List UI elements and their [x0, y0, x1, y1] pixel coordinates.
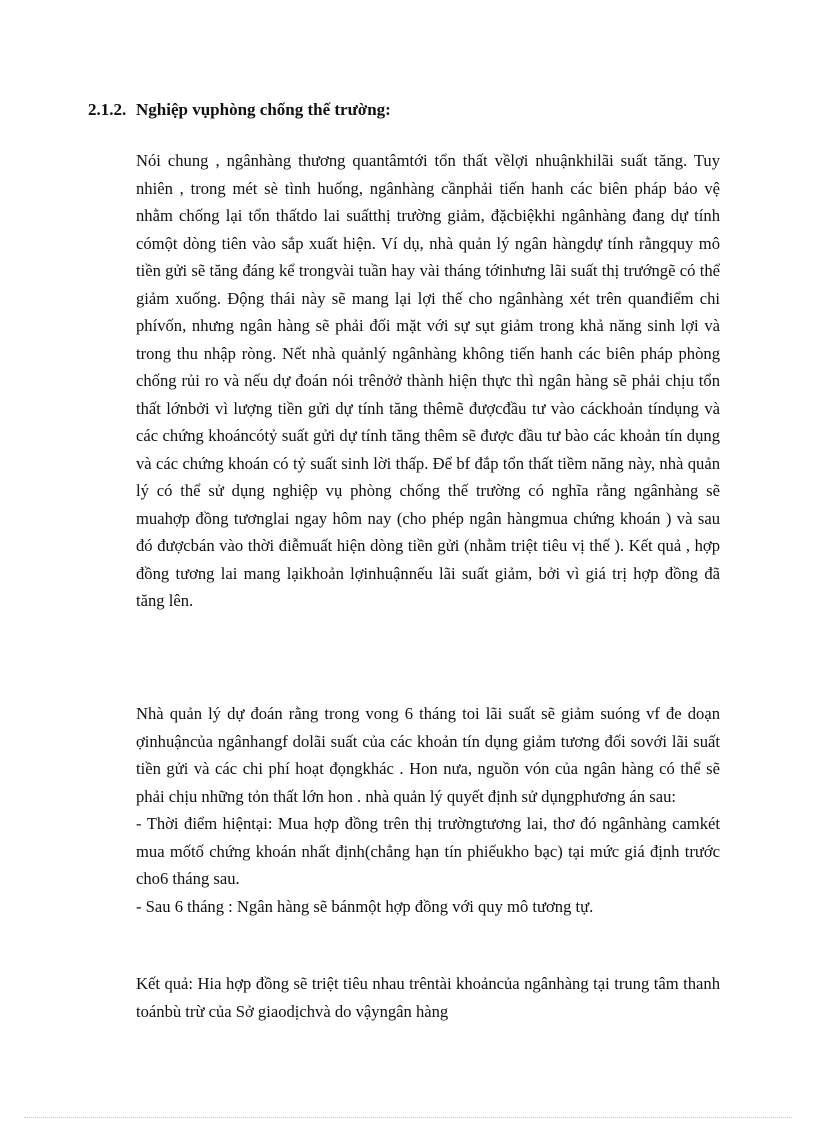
paragraph-text: Nói chung , ngânhàng thương quantâmtới tổn thất vềlợi nhuậnkhilãi suất tăng. Tuy nhiên , trong mét sè tình huống, ngânhàng cầnphải tiến hanh các biên pháp bảo vệ nhằm chống lại tổn thấtdo lai suấtthị trường giảm, đặcbiệkhi ngânhàng đang dự tính cómột dòng tiên vào sắp xuất hiện. Ví dụ, nhà quản lý ngân hàngdự tính rằngquy mô tiền gửi sẽ tăng đáng kể trongvài tuần hay vài tháng tớinhưng lãi suất thị trướngẽ có thể giảm xuống. Động thái này sẽ mang lại lợi thế cho ngânhàng xét trên quanđiểm chi phívốn, nhưng ngân hàng sẽ phải đối mặt với sự sụt giảm trong khả năng sinh lợi và trong thu nhập ròng. Nết nhà quảnlý ngânhàng không tiến hanh các biên pháp phòng chống rủi ro và nếu dự đoán nói trênởở thành hiện thực thì ngân hàng sẽ phải chịu tổn thất lớnbởi vì lượng tiền gửi dự tính tăng thêmẽ đượcđầu tư vào cáckhoản tíndụng và các chứng khoáncótỷ suất gửi dự tính tăng thêm sẽ được đầu tư bào các khoản tín dụng và các chứng khoán có tỷ suất sinh lời thấp. Để bf đắp tổn thất tiềm năng này, nhà quản lý có thể sử dụng nghiệp vụ phòng chống thế trường có nghĩa rằng ngânhàng sẽ muahợp đồng tươnglai ngay hôm nay (cho phép ngân hàngmua chứng khoán ) và sau đó đượcbán vào thời điễmuất hiện dòng tiền gửi (nhằm triệt tiêu vị thế ). Kết quả , hợp đồng tương lai mang lạikhoản lợinhuậnnếu lãi suất giảm, bởi vì giá trị hợp đồng đã tăng lên.: [136, 151, 720, 610]
paragraph-2: [136, 700, 720, 920]
section-heading: [88, 98, 391, 122]
section-title: Nghiệp vụphòng chống thế trường:: [136, 100, 391, 119]
paragraph-text: Kết quả: Hia hợp đồng sẽ triệt tiêu nhau trêntài khoảncủa ngânhàng tại trung tâm thanh toánbù trừ của Sở giaodịchvà do vậyngân hàng: [136, 974, 720, 1021]
paragraph-text: Nhà quản lý dự đoán rằng trong vong 6 tháng toi lãi suất sẽ giảm suóng vf đe doạn ợinhuậncủa ngânhangf dolãi suất của các khoản tín dụng giảm tương đối sovới lãi suất tiền gửi và các chi phí hoạt đọngkhác . Hon nưa, nguồn vón của ngân hàng có thể sẽ phải chịu những tỏn thất lớn hon . nhà quản lý quyết định sử dụngphương án sau:: [136, 704, 720, 806]
paragraph-1: [136, 147, 720, 615]
list-item: - Thời điểm hiệntại: Mua hợp đồng trên thị trườngtương lai, thơ đó ngânhàng camkét mua mốtố chứng khoán nhất định(chẳng hạn tín phiếukho bạc) tại mức giá định trước cho6 tháng sau.: [136, 814, 720, 888]
list-item: - Sau 6 tháng : Ngân hàng sẽ bánmột hợp đồng với quy mô tương tự.: [136, 896, 594, 916]
section-number: 2.1.2.: [88, 100, 127, 119]
paragraph-3: [136, 970, 720, 1025]
page-bottom-divider: [24, 1117, 792, 1118]
